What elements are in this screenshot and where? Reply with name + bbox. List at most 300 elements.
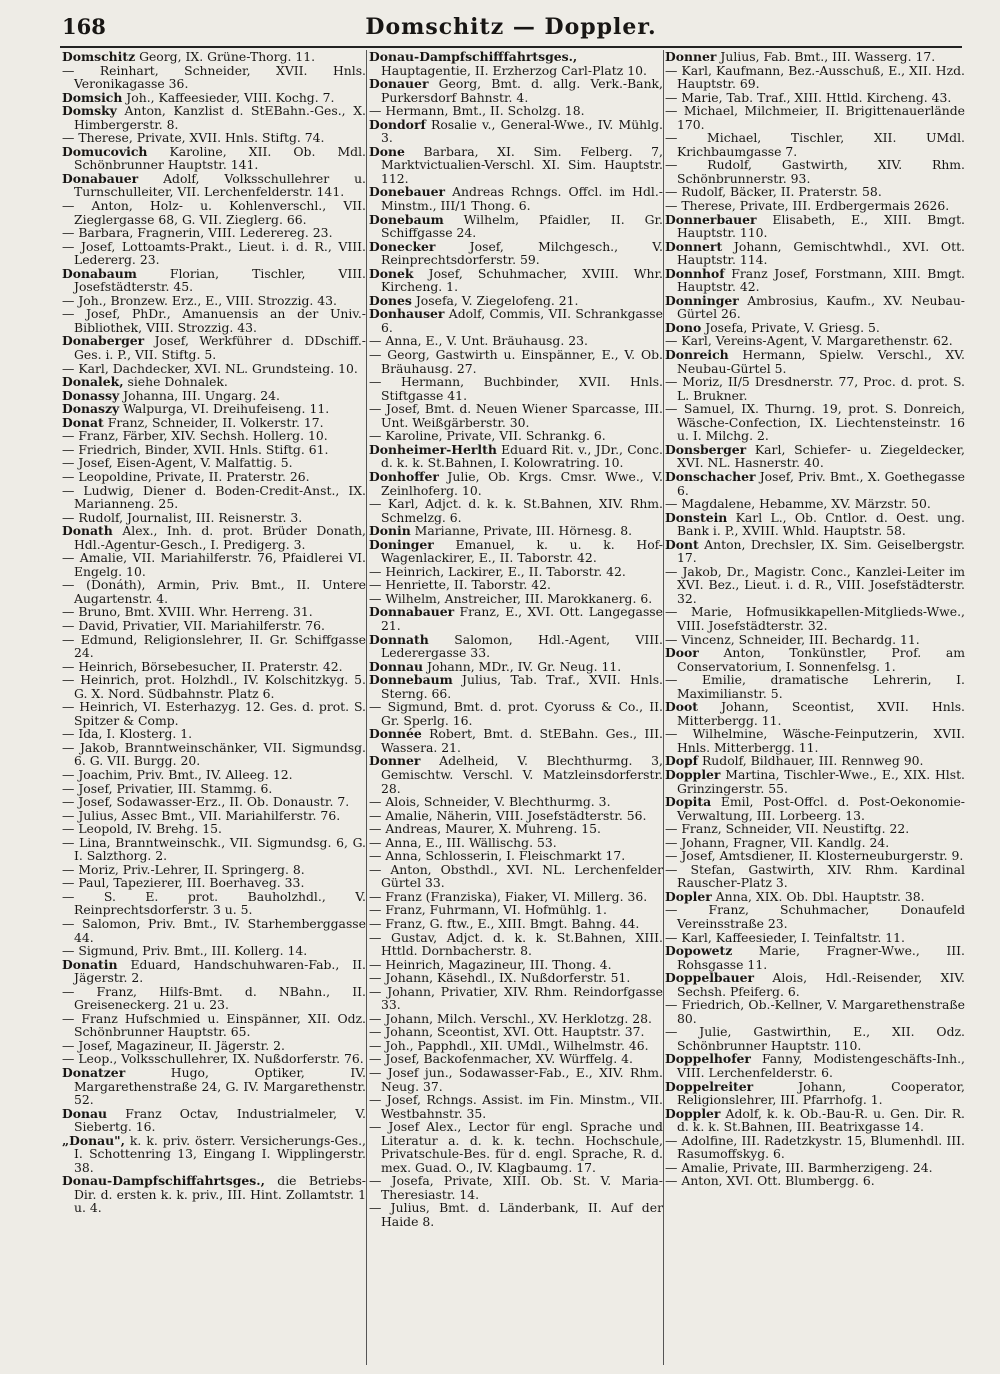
entry-text: — Adolfine, III. Radetzkystr. 15, Blumenhdl. III. Rasumoffskyg. 6. [665, 1132, 965, 1162]
entry-text: — Heinrich, VI. Esterhazyg. 12. Ges. d. prot. S. Spitzer & Comp. [62, 699, 366, 728]
directory-entry [665, 795, 965, 822]
directory-entry [665, 633, 965, 647]
entry-text: Anton, Tonkünstler, Prof. am Conservatorium, I. Sonnenfelsg. 1. [677, 645, 965, 674]
entry-text: — Barbara, Fragnerin, VIII. Lederereg. 23. [62, 225, 333, 241]
entry-text: — Karl, Vereins-Agent, V. Margarethenstr. 62. [665, 333, 953, 349]
directory-entry [665, 321, 965, 335]
entry-text: Johann, Cooperator, Religionslehrer, III. Pfarrhofg. 1. [677, 1078, 965, 1108]
entry-text: — Anna, Schlosserin, I. Fleischmarkt 17. [369, 848, 626, 864]
directory-entry [369, 633, 663, 660]
directory-entry [62, 1134, 366, 1175]
directory-entry [665, 240, 965, 267]
directory-entry [62, 443, 366, 457]
directory-entry [369, 565, 663, 579]
entry-text: Adolf, Volksschullehrer u. Turnschulleiter, VII. Lerchenfelderstr. 141. [74, 170, 366, 200]
directory-entry [62, 524, 366, 551]
entry-text: Josef, Werkführer d. DDschiff.-Ges. i. P., VII. Stiftg. 5. [74, 333, 366, 363]
directory-entry [62, 1052, 366, 1066]
directory-entry [62, 1039, 366, 1053]
directory-entry [62, 131, 366, 145]
entry-surname: Donnert [665, 238, 723, 254]
directory-entry [369, 104, 663, 118]
entry-text: — Franz, Fuhrmann, VI. Hofmühlg. 1. [369, 902, 607, 918]
entry-text: — Henriette, II. Taborstr. 42. [369, 577, 551, 593]
directory-entry [665, 64, 965, 91]
entry-text: Adolf, Commis, VII. Schrankgasse 6. [381, 306, 663, 335]
entry-text: Marie, Fragner-Wwe., III. Rohsgasse 11. [677, 943, 965, 972]
entry-text: Karl L., Ob. Cntlor. d. Oest. ung. Bank i. P., XVIII. Whld. Hauptstr. 58. [677, 509, 965, 539]
directory-entry [665, 1052, 965, 1079]
entry-surname: Donin [369, 523, 411, 539]
entry-text: — Wilhelm, Anstreicher, III. Marokkanerg. 6. [369, 590, 653, 606]
entry-text: Anton, Drechsler, IX. Sim. Geiselbergstr. 17. [677, 536, 965, 566]
entry-text: — Sigmund, Bmt. d. prot. Cyoruss & Co., II. Gr. Sperlg. 16. [369, 699, 663, 728]
entry-text: — Emilie, dramatische Lehrerin, I. Maximilianstr. 5. [665, 672, 965, 701]
entry-text: — Wilhelmine, Wäsche-Feinputzerin, XVII. Hnls. Mitterbergg. 11. [665, 726, 965, 755]
entry-surname: Donassy [62, 387, 120, 403]
directory-entry [369, 240, 663, 267]
entry-text: Josefa, V. Ziegelofeng. 21. [411, 292, 579, 308]
directory-entry [62, 985, 366, 1012]
directory-entry [369, 700, 663, 727]
entry-text: — Johann, Fragner, VII. Kandlg. 24. [665, 834, 890, 850]
entry-text: — Magdalene, Hebamme, XV. Märzstr. 50. [665, 496, 931, 512]
entry-text: — Samuel, IX. Thurng. 19, prot. S. Donreich, Wäsche-Confection, IX. Liechtensteinstr. 16 u. I. Milchg. 2. [665, 401, 965, 444]
directory-entry [665, 1107, 965, 1134]
entry-text: — Jakob, Branntweinschänker, VII. Sigmundsg. 6. G. VII. Burgg. 20. [62, 739, 366, 769]
directory-entry [369, 429, 663, 443]
directory-entry [665, 443, 965, 470]
entry-text: — Amalie, Näherin, VIII. Josefstädterstr. 56. [369, 807, 647, 823]
directory-entry [665, 294, 965, 321]
directory-entry [62, 334, 366, 361]
entry-surname: Donheimer-Herlth [369, 441, 497, 457]
entry-surname: Dopf [665, 753, 699, 769]
entry-surname: Donhoffer [369, 468, 439, 484]
directory-entry [62, 484, 366, 511]
directory-entry [369, 145, 663, 186]
entry-text: — Joh., Papphdl., XII. UMdl., Wilhelmstr. 46. [369, 1037, 649, 1053]
entry-surname: Donschacher [665, 468, 756, 484]
entry-surname: Dopler [665, 888, 712, 904]
entry-text: — Josef, Magazineur, II. Jägerstr. 2. [62, 1037, 285, 1053]
directory-entry [369, 294, 663, 308]
column-1 [62, 50, 366, 1215]
directory-entry [62, 917, 366, 944]
entry-surname: Dont [665, 536, 699, 552]
entry-text: — Heinrich, prot. Holzhdl., IV. Kolschitzkyg. 5. G. X. Nord. Südbahnstr. Platz 6. [62, 672, 366, 701]
directory-entry [62, 605, 366, 619]
directory-entry [665, 998, 965, 1025]
entry-text: Josef, Schuhmacher, XVIII. Whr. Kircheng. 1. [381, 265, 663, 295]
entry-surname: Donhauser [369, 306, 445, 322]
directory-entry [665, 131, 965, 158]
directory-entry [62, 822, 366, 836]
directory-entry [665, 402, 965, 443]
directory-entry [369, 958, 663, 972]
entry-text: — Alois, Schneider, V. Blechthurmg. 3. [369, 794, 611, 810]
entry-text: — Anna, E., III. Wällischg. 53. [369, 834, 557, 850]
directory-entry [62, 1066, 366, 1107]
entry-text: Alois, Hdl.-Reisender, XIV. Sechsh. Pfeiferg. 6. [677, 970, 965, 999]
directory-entry [369, 334, 663, 348]
entry-text: Franz, E., XVI. Ott. Langegasse 21. [381, 604, 663, 633]
directory-entry [369, 931, 663, 958]
directory-entry [665, 185, 965, 199]
entry-text: Eduard Rit. v., JDr., Conc. d. k. k. St.Bahnen, I. Kolowratring. 10. [381, 441, 663, 471]
directory-entry [369, 213, 663, 240]
entry-text: — S. E. prot. Bauholzhdl., V. Reinprechtsdorferstr. 3 u. 5. [62, 888, 366, 918]
entry-surname: Domucovich [62, 143, 148, 159]
entry-text: — Rudolf, Bäcker, II. Praterstr. 58. [665, 184, 882, 200]
entry-text: — Josef, Rchngs. Assist. im Fin. Minstm., VII. Westbahnstr. 35. [369, 1092, 663, 1121]
directory-entry [369, 497, 663, 524]
directory-entry [369, 754, 663, 795]
directory-entry [665, 700, 965, 727]
directory-entry [62, 700, 366, 727]
entry-surname: Doppler [665, 766, 721, 782]
directory-entry [62, 863, 366, 877]
directory-entry [369, 660, 663, 674]
entry-text: Ambrosius, Kaufm., XV. Neubau-Gürtel 26. [677, 292, 965, 322]
directory-entry [665, 538, 965, 565]
entry-surname: Donau-Dampfschifffahrtsges., [369, 49, 578, 64]
directory-entry [665, 768, 965, 795]
entry-text: — (Donáth), Armin, Priv. Bmt., II. Untere Augartenstr. 4. [62, 577, 366, 606]
entry-text: — Michael, Milchmeier, II. Brigittenauerlände 170. [665, 103, 965, 132]
directory-entry [665, 646, 965, 673]
entry-text: Joh., Kaffeesieder, VIII. Kochg. 7. [122, 89, 335, 105]
column-3 [665, 50, 965, 1188]
entry-text: k. k. priv. österr. Versicherungs-Ges., I. Schottenring 13, Eingang I. Wipplingerstr. 38. [74, 1132, 366, 1175]
directory-entry [62, 511, 366, 525]
entry-text: — Heinrich, Börsebesucher, II. Praterstr. 42. [62, 658, 343, 674]
entry-surname: Donnée [369, 726, 422, 742]
entry-surname: Donnhof [665, 265, 725, 281]
entry-surname: Doppelbauer [665, 970, 755, 986]
entry-text: — Therese, Private, III. Erdbergermais 2626. [665, 198, 950, 214]
entry-text: — Josef, Lottoamts-Prakt., Lieut. i. d. R., VIII. Ledererg. 23. [62, 238, 366, 268]
entry-text: — Hermann, Bmt., II. Scholzg. 18. [369, 103, 585, 119]
directory-entry [369, 1174, 663, 1201]
entry-text: — Moriz, II/5 Dresdnerstr. 77, Proc. d. prot. S. L. Brukner. [665, 374, 965, 403]
entry-text: — Franz, Schneider, VII. Neustiftg. 22. [665, 821, 910, 837]
entry-text: — Julius, Assec Bmt., VII. Mariahilferstr. 76. [62, 807, 341, 823]
entry-text: — Franz, Färber, XIV. Sechsh. Hollerg. 10. [62, 428, 328, 444]
entry-text: — Leop., Volksschullehrer, IX. Nußdorferstr. 76. [62, 1051, 364, 1067]
entry-text: Johann, MDr., IV. Gr. Neug. 11. [423, 658, 622, 674]
entry-surname: Done [369, 143, 405, 159]
directory-entry [369, 402, 663, 429]
column-divider [663, 50, 664, 1365]
entry-text: — Josef, Amtsdiener, II. Klosterneuburgerstr. 9. [665, 848, 964, 864]
directory-entry [369, 985, 663, 1012]
entry-surname: Donecker [369, 238, 436, 254]
directory-entry [62, 1012, 366, 1039]
directory-entry [369, 863, 663, 890]
directory-entry [369, 822, 663, 836]
entry-surname: Donstein [665, 509, 728, 525]
directory-entry [369, 1066, 663, 1093]
page-number: 168 [62, 14, 106, 39]
entry-text: — Heinrich, Lackirer, E., II. Taborstr. 42. [369, 563, 626, 579]
entry-text: — Marie, Tab. Traf., XIII. Httld. Kircheng. 43. [665, 89, 952, 105]
directory-entry [62, 416, 366, 430]
directory-entry [62, 172, 366, 199]
entry-surname: Dopowetz [665, 943, 733, 959]
entry-text: Josef, Priv. Bmt., X. Goethegasse 6. [677, 468, 965, 498]
directory-entry [665, 50, 965, 64]
entry-text: Franz Octav, Industrialmeler, V. Siebertg. 16. [74, 1105, 366, 1135]
directory-entry [665, 348, 965, 375]
directory-entry [62, 50, 366, 64]
entry-text: Julius, Tab. Traf., XVII. Hnls. Sterng. 66. [381, 672, 663, 701]
entry-surname: Donabaum [62, 265, 137, 281]
directory-entry [62, 660, 366, 674]
entry-text: — Bruno, Bmt. XVIII. Whr. Herreng. 31. [62, 604, 313, 620]
entry-text: — Jakob, Dr., Magistr. Conc., Kanzlei-Leiter im XVI. Bez., Lieut. i. d. R., VIII. Josefstädterstr. 32. [665, 563, 965, 606]
entry-text: — Josef, Eisen-Agent, V. Malfattig. 5. [62, 455, 293, 471]
directory-entry [369, 118, 663, 145]
directory-entry [369, 524, 663, 538]
directory-entry [369, 1093, 663, 1120]
entry-surname: Donau-Dampfschiffahrtsges., [62, 1173, 265, 1189]
directory-entry [62, 633, 366, 660]
directory-entry [62, 456, 366, 470]
entry-surname: Donaberger [62, 333, 145, 349]
entry-text: — Anton, XVI. Ott. Blumbergg. 6. [665, 1173, 875, 1189]
entry-text: — Michael, Tischler, XII. UMdl. Krichbaumgasse 7. [665, 130, 965, 159]
entry-surname: Domsich [62, 89, 123, 105]
entry-text: — David, Privatier, VII. Mariahilferstr. 76. [62, 617, 325, 633]
directory-entry [665, 890, 965, 904]
directory-entry [62, 876, 366, 890]
entry-text: — Karl, Kaufmann, Bez.-Ausschuß, E., XII. Hzd. Hauptstr. 69. [665, 62, 965, 92]
entry-text: — Amalie, VII. Mariahilferstr. 76, Pfaidlerei VI. Engelg. 10. [62, 550, 366, 579]
entry-text: — Josefa, Private, XIII. Ob. St. V. Maria-Theresiastr. 14. [369, 1173, 663, 1202]
directory-entry [665, 727, 965, 754]
entry-text: — Josef Alex., Lector für engl. Sprache und Literatur a. d. k. k. techn. Hochschule, Privatschule-Bes. für d. engl. Sprache, R. d. mex. Guad. O., IV. Klagbaumg. 17. [369, 1119, 663, 1175]
entry-text: Karoline, XII. Ob. Mdl. Schönbrunner Hauptstr. 141. [74, 143, 366, 173]
entry-text: Hugo, Optiker, IV. Margarethenstraße 24, G. IV. Margarethenstr. 52. [74, 1065, 366, 1108]
entry-surname: Doppler [665, 1105, 721, 1121]
entry-text: — Vincenz, Schneider, III. Bechardg. 11. [665, 631, 920, 647]
directory-entry [369, 50, 663, 77]
entry-text: — Paul, Tapezierer, III. Boerhaveg. 33. [62, 875, 305, 891]
entry-text: Martina, Tischler-Wwe., E., XIX. Hlst. Grinzingerstr. 55. [677, 766, 965, 796]
entry-text: — Joachim, Priv. Bmt., IV. Alleeg. 12. [62, 766, 293, 782]
entry-surname: Dondorf [369, 116, 426, 132]
directory-entry [665, 863, 965, 890]
entry-text: — Johann, Käsehdl., IX. Nußdorferstr. 51. [369, 970, 631, 986]
directory-entry [665, 267, 965, 294]
entry-surname: Donnabauer [369, 604, 455, 620]
entry-surname: Donnerbauer [665, 211, 757, 227]
directory-entry [62, 890, 366, 917]
directory-entry [369, 443, 663, 470]
entry-surname: Donner [369, 753, 421, 769]
entry-text: — Andreas, Maurer, X. Muhreng. 15. [369, 821, 601, 837]
entry-surname: Donnebaum [369, 672, 453, 688]
directory-entry [369, 1120, 663, 1174]
entry-text: — Josef, Privatier, III. Stammg. 6. [62, 780, 273, 796]
directory-entry [62, 578, 366, 605]
directory-entry [369, 795, 663, 809]
entry-text: Fanny, Modistengeschäfts-Inh., VIII. Lerchenfelderstr. 6. [677, 1051, 965, 1081]
entry-text: — Josef, Backofenmacher, XV. Würffelg. 4. [369, 1051, 633, 1067]
entry-surname: Dones [369, 292, 412, 308]
directory-entry [665, 213, 965, 240]
page-title: Domschitz — Doppler. [365, 14, 657, 40]
entry-text: — Therese, Private, XVII. Hnls. Stiftg. 74. [62, 130, 325, 146]
entry-text: Karl, Schiefer- u. Ziegeldecker, XVI. NL. Hasnerstr. 40. [677, 441, 965, 471]
entry-text: — Johann, Sceontist, XVI. Ott. Hauptstr. 37. [369, 1024, 645, 1040]
directory-entry [665, 822, 965, 836]
directory-entry [665, 673, 965, 700]
entry-surname: Donsberger [665, 441, 747, 457]
entry-text: — Ida, I. Klosterg. 1. [62, 726, 193, 742]
directory-entry [62, 91, 366, 105]
entry-surname: Donalek, [62, 374, 124, 390]
entry-surname: Doot [665, 699, 698, 715]
directory-entry [665, 158, 965, 185]
entry-text: — Julius, Bmt. d. Länderbank, II. Auf der Haide 8. [369, 1200, 663, 1230]
entry-text: — Reinhart, Schneider, XVII. Hnls. Veronikagasse 36. [62, 62, 366, 92]
directory-entry [665, 605, 965, 632]
directory-entry [369, 77, 663, 104]
entry-text: — Joh., Bronzew. Erz., E., VIII. Strozzig. 43. [62, 292, 337, 308]
entry-text: siehe Dohnalek. [123, 374, 228, 390]
directory-entry [665, 1134, 965, 1161]
directory-entry [62, 768, 366, 782]
directory-entry [369, 849, 663, 863]
entry-text: — Edmund, Religionslehrer, II. Gr. Schiffgasse 24. [62, 631, 366, 661]
directory-entry [369, 348, 663, 375]
entry-text: — Franz, Schuhmacher, Donaufeld Vereinsstraße 23. [665, 902, 965, 931]
entry-surname: Donau [62, 1105, 108, 1121]
entry-surname: Donnau [369, 658, 424, 674]
entry-text: — Josef, Sodawasser-Erz., II. Ob. Donaustr. 7. [62, 794, 350, 810]
entry-text: Barbara, XI. Sim. Felberg. 7, Marktvictualien-Verschl. XI. Sim. Hauptstr. 112. [381, 143, 663, 186]
directory-entry [665, 565, 965, 606]
directory-entry [369, 836, 663, 850]
entry-text: — Johann, Privatier, XIV. Rhm. Reindorfgasse 33. [369, 983, 663, 1013]
entry-surname: Domsky [62, 103, 117, 119]
entry-text: — Salomon, Priv. Bmt., IV. Starhemberggasse 44. [62, 916, 366, 945]
directory-entry [665, 511, 965, 538]
entry-surname: Donner [665, 49, 717, 64]
directory-entry [369, 592, 663, 606]
entry-text: — Franz (Franziska), Fiaker, VI. Millerg. 36. [369, 888, 648, 904]
directory-entry [665, 91, 965, 105]
entry-text: Adolf, k. k. Ob.-Bau-R. u. Gen. Dir. R. d. k. k. St.Bahnen, III. Beatrixgasse 14. [677, 1105, 965, 1135]
entry-text: Georg, Bmt. d. allg. Verk.-Bank, Purkersdorf Bahnstr. 4. [381, 76, 663, 105]
page-header [62, 12, 960, 50]
directory-entry [62, 809, 366, 823]
entry-text: — Anna, E., V. Unt. Bräuhausg. 23. [369, 333, 588, 349]
directory-entry [369, 267, 663, 294]
directory-entry [369, 1052, 663, 1066]
entry-text: Anton, Kanzlist d. StEBahn.-Ges., X. Himbergerstr. 8. [74, 103, 366, 132]
entry-text: — Georg, Gastwirth u. Einspänner, E., V. Ob. Bräuhausg. 27. [369, 347, 663, 376]
entry-text: — Heinrich, Magazineur, III. Thong. 4. [369, 956, 612, 972]
entry-text: — Friedrich, Ob.-Kellner, V. Margarethenstraße 80. [665, 997, 965, 1026]
directory-entry [62, 64, 366, 91]
entry-text: Salomon, Hdl.-Agent, VIII. Lederergasse 33. [381, 631, 663, 661]
directory-entry [369, 185, 663, 212]
directory-entry [665, 849, 965, 863]
entry-text: — Rudolf, Journalist, III. Reisnerstr. 3. [62, 509, 303, 525]
entry-text: Anna, XIX. Ob. Dbl. Hauptstr. 38. [711, 888, 925, 904]
directory-entry [62, 199, 366, 226]
directory-entry [665, 375, 965, 402]
entry-text: — Lina, Branntweinschk., VII. Sigmundsg. 6, G. I. Salzthorg. 2. [62, 834, 366, 864]
entry-text: — Friedrich, Binder, XVII. Hnls. Stiftg. 61. [62, 441, 329, 457]
directory-entry [369, 727, 663, 754]
directory-entry [62, 741, 366, 768]
entry-surname: Donatzer [62, 1065, 126, 1081]
directory-entry [62, 619, 366, 633]
directory-entry [62, 727, 366, 741]
entry-surname: Doninger [369, 536, 434, 552]
entry-text: Josef, Milchgesch., V. Reinprechtsdorferstr. 59. [381, 238, 663, 268]
entry-text: Wilhelm, Pfaidler, II. Gr. Schiffgasse 24. [381, 211, 663, 241]
directory-entry [369, 917, 663, 931]
entry-surname: Donnath [369, 631, 429, 647]
directory-entry [665, 1174, 965, 1188]
entry-text: Franz, Schneider, II. Volkerstr. 17. [103, 414, 324, 430]
entry-text: — Leopold, IV. Brehg. 15. [62, 821, 222, 837]
entry-text: — Franz, Hilfs-Bmt. d. NBahn., II. Greiseneckerg. 21 u. 23. [62, 983, 366, 1013]
directory-entry [369, 1039, 663, 1053]
entry-text: Franz Josef, Forstmann, XIII. Bmgt. Hauptstr. 42. [677, 265, 965, 295]
directory-entry [665, 1080, 965, 1107]
directory-entry [62, 402, 366, 416]
directory-entry [665, 903, 965, 930]
directory-entry [62, 470, 366, 484]
directory-entry [62, 782, 366, 796]
entry-text: — Hermann, Buchbinder, XVII. Hnls. Stiftgasse 41. [369, 374, 663, 403]
entry-text: — Moriz, Priv.-Lehrer, II. Springerg. 8. [62, 861, 305, 877]
directory-entry [62, 836, 366, 863]
entry-text: — Josef, Bmt. d. Neuen Wiener Sparcasse, III. Unt. Weißgärberstr. 30. [369, 401, 663, 430]
directory-entry [62, 795, 366, 809]
directory-entry [369, 1025, 663, 1039]
directory-entry [665, 754, 965, 768]
entry-text: Georg, IX. Grüne-Thorg. 11. [135, 49, 316, 64]
entry-text: — Leopoldine, Private, II. Praterstr. 26. [62, 468, 310, 484]
directory-entry [665, 836, 965, 850]
entry-text: Alex., Inh. d. prot. Brüder Donath, Hdl.-Agentur-Gesch., I. Predigerg. 3. [74, 523, 366, 552]
directory-entry [62, 375, 366, 389]
entry-text: — Johann, Milch. Verschl., XV. Herklotzg. 28. [369, 1010, 652, 1026]
entry-text: Elisabeth, E., XIII. Bmgt. Hauptstr. 110. [677, 211, 965, 241]
directory-entry [62, 673, 366, 700]
entry-surname: Donaszy [62, 401, 120, 417]
entry-text: Walpurga, VI. Dreihufeiseng. 11. [119, 401, 330, 417]
entry-text: — Karl, Adjct. d. k. k. St.Bahnen, XIV. Rhm. Schmelzg. 6. [369, 496, 663, 525]
directory-entry [665, 931, 965, 945]
header-rule [60, 46, 962, 48]
directory-entry [369, 890, 663, 904]
directory-entry [62, 1107, 366, 1134]
entry-text: — Gustav, Adjct. d. k. k. St.Bahnen, XIII. Httld. Dornbacherstr. 8. [369, 929, 663, 959]
directory-entry [62, 1174, 366, 1215]
entry-text: — Stefan, Gastwirth, XIV. Rhm. Kardinal Rauscher-Platz 3. [665, 861, 965, 891]
entry-text: — Karl, Dachdecker, XVI. NL. Grundsteing. 10. [62, 360, 358, 376]
directory-entry [665, 199, 965, 213]
entry-text: — Amalie, Private, III. Barmherzigeng. 24. [665, 1159, 933, 1175]
